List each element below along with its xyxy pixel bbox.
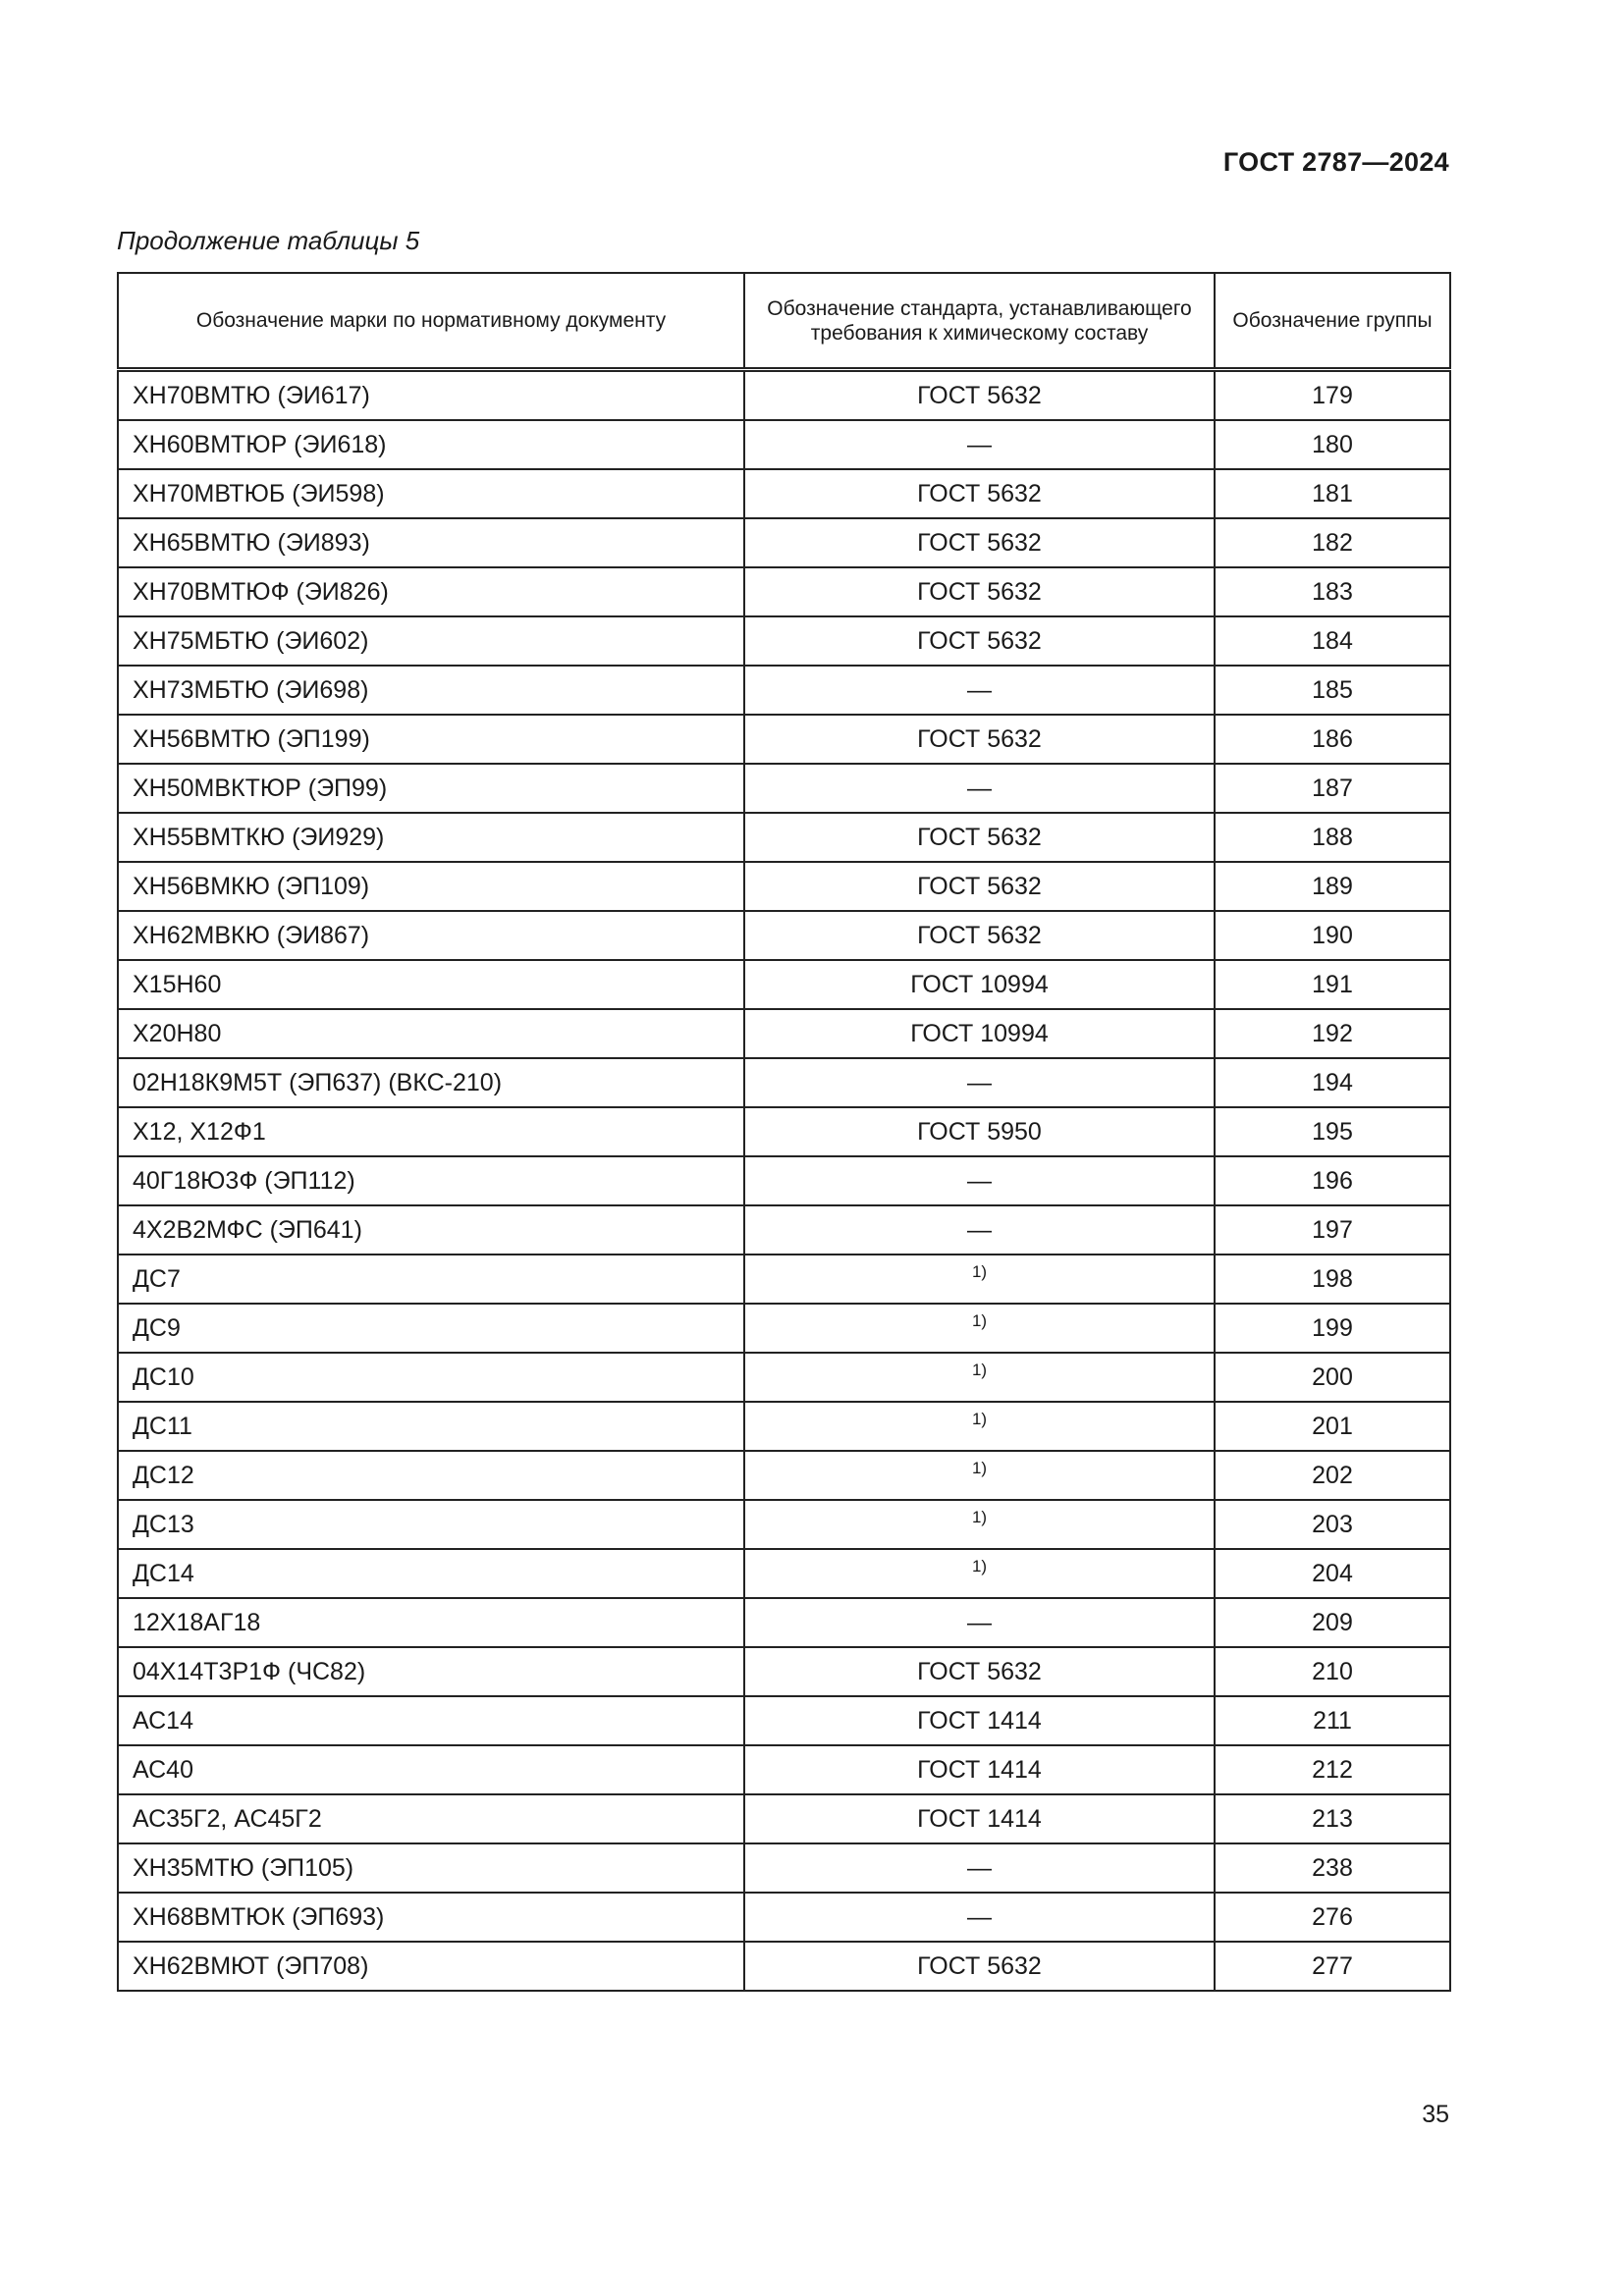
- table-row: [118, 813, 1450, 862]
- cell-grade: ХН60ВМТЮР (ЭИ618): [118, 420, 744, 469]
- cell-grade: ХН55ВМТКЮ (ЭИ929): [118, 813, 744, 862]
- cell-group: 204: [1215, 1549, 1450, 1598]
- cell-standard: ГОСТ 5632: [744, 813, 1215, 862]
- cell-group: 209: [1215, 1598, 1450, 1647]
- footnote-ref: 1): [971, 1310, 988, 1330]
- cell-grade: ДС7: [118, 1255, 744, 1304]
- cell-group: 202: [1215, 1451, 1450, 1500]
- cell-grade: ХН62МВКЮ (ЭИ867): [118, 911, 744, 960]
- table-row: [118, 1500, 1450, 1549]
- table-body: [118, 370, 1450, 1992]
- cell-group: 195: [1215, 1107, 1450, 1156]
- table-row: [118, 469, 1450, 518]
- table-row: [118, 1696, 1450, 1745]
- cell-standard: ГОСТ 5632: [744, 862, 1215, 911]
- header-group: Обозначение группы: [1215, 273, 1450, 370]
- table-row: [118, 1598, 1450, 1647]
- table-row: [118, 616, 1450, 666]
- header-standard: Обозначение стандарта, устанавливающего требования к химическому составу: [744, 273, 1215, 370]
- cell-standard: ГОСТ 1414: [744, 1794, 1215, 1843]
- cell-grade: ХН70ВМТЮФ (ЭИ826): [118, 567, 744, 616]
- table-row: [118, 715, 1450, 764]
- cell-grade: 4Х2В2МФС (ЭП641): [118, 1205, 744, 1255]
- cell-group: 200: [1215, 1353, 1450, 1402]
- table-row: [118, 1794, 1450, 1843]
- table-row: [118, 1942, 1450, 1991]
- table-row: [118, 1843, 1450, 1893]
- cell-standard: ГОСТ 5632: [744, 1942, 1215, 1991]
- cell-grade: Х20Н80: [118, 1009, 744, 1058]
- cell-standard: ГОСТ 5632: [744, 567, 1215, 616]
- cell-group: 179: [1215, 370, 1450, 421]
- cell-grade: 02Н18К9М5Т (ЭП637) (ВКС-210): [118, 1058, 744, 1107]
- footnote-ref: 1): [971, 1507, 988, 1526]
- cell-standard: ГОСТ 5632: [744, 518, 1215, 567]
- table-row: [118, 1009, 1450, 1058]
- table-row: [118, 567, 1450, 616]
- table-row: [118, 1156, 1450, 1205]
- steel-grades-table: [117, 272, 1451, 1992]
- table-row: [118, 1893, 1450, 1942]
- cell-group: 277: [1215, 1942, 1450, 1991]
- cell-group: 203: [1215, 1500, 1450, 1549]
- table-row: [118, 1647, 1450, 1696]
- cell-standard: ГОСТ 5632: [744, 715, 1215, 764]
- table-row: [118, 1451, 1450, 1500]
- cell-standard: [744, 1304, 1215, 1353]
- cell-standard: [744, 1549, 1215, 1598]
- cell-grade: ХН70МВТЮБ (ЭИ598): [118, 469, 744, 518]
- table-row: [118, 1353, 1450, 1402]
- table-row: [118, 1402, 1450, 1451]
- cell-standard: ГОСТ 5950: [744, 1107, 1215, 1156]
- table-row: [118, 370, 1450, 421]
- page-number: 35: [1422, 2101, 1449, 2128]
- cell-grade: ХН68ВМТЮК (ЭП693): [118, 1893, 744, 1942]
- cell-grade: ХН50МВКТЮР (ЭП99): [118, 764, 744, 813]
- cell-group: 186: [1215, 715, 1450, 764]
- table-caption: Продолжение таблицы 5: [117, 226, 420, 255]
- cell-standard: —: [744, 1598, 1215, 1647]
- cell-grade: ХН56ВМКЮ (ЭП109): [118, 862, 744, 911]
- cell-group: 198: [1215, 1255, 1450, 1304]
- cell-group: 189: [1215, 862, 1450, 911]
- cell-group: 210: [1215, 1647, 1450, 1696]
- header-grade: Обозначение марки по нормативному документу: [118, 273, 744, 370]
- cell-standard: —: [744, 1893, 1215, 1942]
- cell-group: 188: [1215, 813, 1450, 862]
- cell-standard: ГОСТ 1414: [744, 1696, 1215, 1745]
- cell-standard: ГОСТ 5632: [744, 1647, 1215, 1696]
- cell-grade: 04Х14Т3Р1Ф (ЧС82): [118, 1647, 744, 1696]
- table-row: [118, 764, 1450, 813]
- cell-group: 185: [1215, 666, 1450, 715]
- cell-grade: ДС12: [118, 1451, 744, 1500]
- table-row: [118, 420, 1450, 469]
- cell-group: 213: [1215, 1794, 1450, 1843]
- footnote-ref: 1): [971, 1556, 988, 1575]
- cell-group: 182: [1215, 518, 1450, 567]
- cell-standard: ГОСТ 5632: [744, 616, 1215, 666]
- cell-group: 180: [1215, 420, 1450, 469]
- cell-grade: АС35Г2, АС45Г2: [118, 1794, 744, 1843]
- cell-group: 276: [1215, 1893, 1450, 1942]
- footnote-ref: 1): [971, 1360, 988, 1379]
- cell-standard: —: [744, 1156, 1215, 1205]
- table-row: [118, 518, 1450, 567]
- cell-group: 194: [1215, 1058, 1450, 1107]
- table-row: [118, 1745, 1450, 1794]
- cell-standard: ГОСТ 5632: [744, 469, 1215, 518]
- cell-grade: ДС11: [118, 1402, 744, 1451]
- table-row: [118, 1058, 1450, 1107]
- cell-group: 190: [1215, 911, 1450, 960]
- cell-group: 201: [1215, 1402, 1450, 1451]
- cell-group: 187: [1215, 764, 1450, 813]
- cell-grade: ХН75МБТЮ (ЭИ602): [118, 616, 744, 666]
- table-row: [118, 1205, 1450, 1255]
- cell-standard: [744, 1402, 1215, 1451]
- footnote-ref: 1): [971, 1409, 988, 1428]
- cell-standard: [744, 1353, 1215, 1402]
- cell-standard: —: [744, 1205, 1215, 1255]
- table-row: [118, 862, 1450, 911]
- cell-grade: 40Г18Ю3Ф (ЭП112): [118, 1156, 744, 1205]
- table-row: [118, 1107, 1450, 1156]
- cell-group: 184: [1215, 616, 1450, 666]
- cell-group: 183: [1215, 567, 1450, 616]
- cell-group: 238: [1215, 1843, 1450, 1893]
- table-row: [118, 1255, 1450, 1304]
- cell-grade: ХН56ВМТЮ (ЭП199): [118, 715, 744, 764]
- cell-standard: ГОСТ 10994: [744, 960, 1215, 1009]
- table-row: [118, 666, 1450, 715]
- cell-grade: ДС14: [118, 1549, 744, 1598]
- cell-grade: 12Х18АГ18: [118, 1598, 744, 1647]
- document-code: ГОСТ 2787—2024: [1222, 147, 1449, 177]
- cell-grade: ХН35МТЮ (ЭП105): [118, 1843, 744, 1893]
- cell-grade: ДС9: [118, 1304, 744, 1353]
- cell-grade: Х15Н60: [118, 960, 744, 1009]
- footnote-ref: 1): [971, 1458, 988, 1477]
- cell-standard: —: [744, 1843, 1215, 1893]
- cell-group: 181: [1215, 469, 1450, 518]
- table-row: [118, 1304, 1450, 1353]
- cell-standard: [744, 1255, 1215, 1304]
- cell-standard: ГОСТ 5632: [744, 370, 1215, 421]
- cell-grade: ДС13: [118, 1500, 744, 1549]
- cell-grade: ХН62ВМЮТ (ЭП708): [118, 1942, 744, 1991]
- table-row: [118, 1549, 1450, 1598]
- cell-grade: АС14: [118, 1696, 744, 1745]
- cell-grade: ХН65ВМТЮ (ЭИ893): [118, 518, 744, 567]
- cell-standard: —: [744, 420, 1215, 469]
- cell-standard: [744, 1500, 1215, 1549]
- cell-grade: ХН70ВМТЮ (ЭИ617): [118, 370, 744, 421]
- cell-group: 212: [1215, 1745, 1450, 1794]
- cell-group: 192: [1215, 1009, 1450, 1058]
- table-row: [118, 960, 1450, 1009]
- cell-standard: —: [744, 666, 1215, 715]
- cell-group: 211: [1215, 1696, 1450, 1745]
- cell-group: 196: [1215, 1156, 1450, 1205]
- cell-group: 199: [1215, 1304, 1450, 1353]
- footnote-ref: 1): [971, 1261, 988, 1281]
- cell-standard: ГОСТ 5632: [744, 911, 1215, 960]
- cell-grade: ХН73МБТЮ (ЭИ698): [118, 666, 744, 715]
- cell-standard: —: [744, 1058, 1215, 1107]
- cell-grade: АС40: [118, 1745, 744, 1794]
- cell-group: 197: [1215, 1205, 1450, 1255]
- cell-standard: [744, 1451, 1215, 1500]
- cell-standard: ГОСТ 10994: [744, 1009, 1215, 1058]
- table-header-row: [118, 273, 1450, 370]
- cell-standard: ГОСТ 1414: [744, 1745, 1215, 1794]
- cell-group: 191: [1215, 960, 1450, 1009]
- cell-grade: ДС10: [118, 1353, 744, 1402]
- cell-grade: Х12, Х12Ф1: [118, 1107, 744, 1156]
- table-row: [118, 911, 1450, 960]
- cell-standard: —: [744, 764, 1215, 813]
